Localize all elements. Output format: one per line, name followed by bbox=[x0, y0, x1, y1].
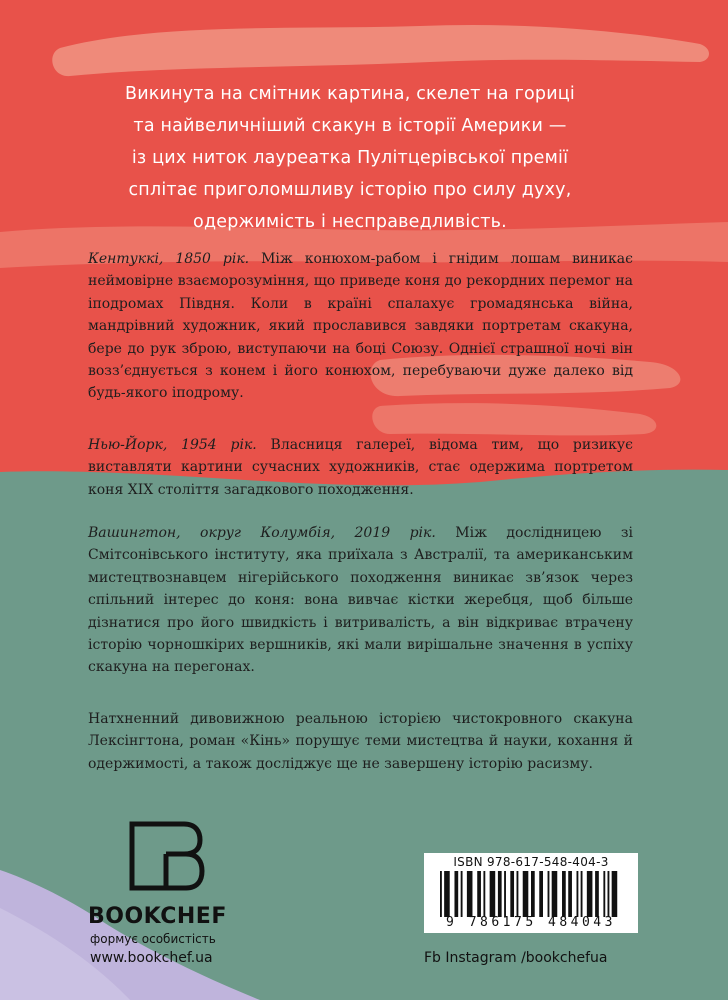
tagline-line: Викинута на смітник картина, скелет на гориці bbox=[125, 84, 575, 104]
barcode-bar bbox=[531, 871, 535, 917]
tagline bbox=[90, 78, 610, 238]
barcode-bar bbox=[510, 871, 514, 917]
barcode-bar bbox=[539, 871, 543, 917]
paragraph-text: Натхненний дивовижною реальною історією чистокровного скакуна Лексінгтона, роман «Кінь» порушує теми мистецтва й науки, кохання й одержимості, а також досліджує ще не завершену історію расизму. bbox=[88, 711, 633, 772]
barcode-bar bbox=[498, 871, 502, 917]
barcode-bar bbox=[467, 871, 473, 917]
barcode-bar bbox=[477, 871, 481, 917]
barcode-bar bbox=[581, 871, 583, 917]
publisher-name: BOOKCHEF bbox=[88, 904, 227, 929]
barcode-bar bbox=[517, 871, 519, 917]
paragraph-text: Між конюхом-рабом і гнідим лошам виникає неймовірне взаєморозуміння, що приведе коня до рекордних перемог на іподромах Півдня. Коли в країні спалахує громадянська війна, мандрівний художник, який прославився завдяки портретам скакуна, бере до рук зброю, виступаючи на боці Союзу. Однієї страшної ночі він возз’єднується з конем і його конюхом, перебуваючи дуже далеко від будь-якого іподрому. bbox=[88, 251, 633, 402]
barcode-digits: 9 786175 484043 bbox=[446, 915, 616, 930]
barcode-bar bbox=[612, 871, 618, 917]
bookchef-logo-icon bbox=[126, 820, 206, 892]
barcode-bar bbox=[504, 871, 506, 917]
barcode-bar bbox=[562, 871, 566, 917]
barcode-bar bbox=[552, 871, 558, 917]
paragraph-lead: Кентуккі, 1850 рік. bbox=[88, 251, 250, 267]
tagline-line: одержимість і несправедливість. bbox=[193, 212, 507, 232]
tagline-line: із цих ниток лауреатка Пулітцерівської премії bbox=[131, 148, 569, 168]
barcode-bar bbox=[490, 871, 496, 917]
barcode-bar bbox=[440, 871, 442, 917]
tagline-line: та найвеличніший скакун в історії Америки — bbox=[133, 116, 567, 136]
barcode-bar bbox=[454, 871, 458, 917]
barcode-bar bbox=[483, 871, 485, 917]
isbn-barcode bbox=[424, 853, 638, 933]
barcode-bars bbox=[438, 871, 624, 917]
barcode-bar bbox=[595, 871, 599, 917]
barcode-bar bbox=[548, 871, 550, 917]
isbn-label: ISBN 978-617-548-404-3 bbox=[453, 855, 609, 869]
barcode-bar bbox=[608, 871, 610, 917]
synopsis-washington bbox=[88, 522, 633, 679]
synopsis-summary bbox=[88, 708, 633, 775]
publisher-website[interactable]: www.bookchef.ua bbox=[90, 950, 213, 966]
publisher-social[interactable]: Fb Instagram /bookchefua bbox=[424, 950, 608, 966]
barcode-bar bbox=[577, 871, 579, 917]
barcode-bar bbox=[523, 871, 529, 917]
paragraph-lead: Вашингтон, округ Колумбія, 2019 рік. bbox=[88, 525, 436, 541]
paragraph-text: Власниця галереї, відома тим, що ризикує виставляти картини сучасних художників, стає одержима портретом коня XIX століття загадкового походження. bbox=[88, 437, 633, 498]
barcode-bar bbox=[444, 871, 450, 917]
paragraph-lead: Нью-Йорк, 1954 рік. bbox=[88, 437, 257, 453]
synopsis-kentucky bbox=[88, 248, 633, 405]
barcode-bar bbox=[461, 871, 463, 917]
publisher-slogan: формує особистість bbox=[90, 932, 216, 946]
synopsis-new-york bbox=[88, 434, 633, 501]
barcode-bar bbox=[568, 871, 572, 917]
barcode-bar bbox=[587, 871, 593, 917]
barcode-bar bbox=[603, 871, 605, 917]
paragraph-text: Між дослідницею зі Смітсонівського інституту, яка приїхала з Австралії, та американським мистецтвознавцем нігерійського походження виникає зв’язок через спільний інтерес до коня: вона вивчає кістки жеребця, щоб більше дізнатися про його швидкість і витривалість, а він відкриває втрачену історію чорношкірих вершників, які мали вирішальне значення в успіху скакуна на перегонах. bbox=[88, 525, 633, 676]
tagline-line: сплітає приголомшливу історію про силу духу, bbox=[128, 180, 572, 200]
